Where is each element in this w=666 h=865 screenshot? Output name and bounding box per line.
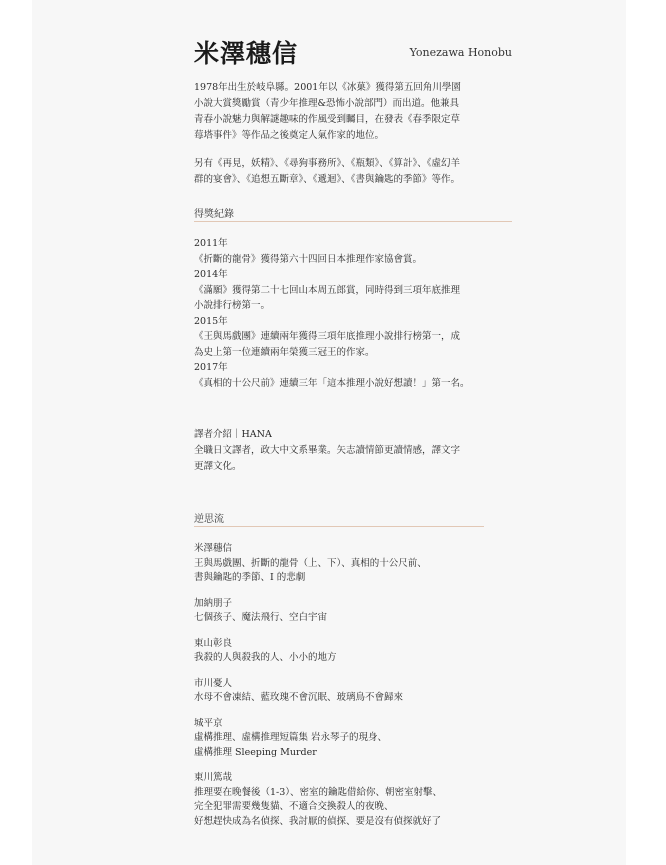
- series-author-books: 書與鑰匙的季節、I 的悲劇: [194, 572, 306, 583]
- author-header: [194, 34, 512, 74]
- series-author-list: [194, 542, 512, 840]
- awards-divider: [194, 221, 512, 222]
- bio-line: 青春小說魅力與解謎趣味的作風受到矚目，在發表《春季限定草: [194, 114, 461, 125]
- award-entry: 《真相的十公尺前》連續三年「這本推理小說好想讀！」第一名。: [194, 377, 470, 389]
- book-flap-page: [32, 0, 626, 865]
- award-year: 2017年: [194, 362, 228, 373]
- translator-intro: [194, 427, 512, 475]
- series-author-block: [194, 542, 512, 586]
- author-bio: [194, 80, 512, 144]
- series-author-name: 東川篤哉: [194, 772, 233, 783]
- award-year: 2014年: [194, 269, 228, 280]
- series-author-name: 米澤穗信: [194, 543, 233, 554]
- award-entry: 《折斷的龍骨》獲得第六十四回日本推理作家協會賞。: [194, 253, 423, 265]
- award-entry: 為史上第一位連續兩年榮獲三冠王的作家。: [194, 346, 375, 358]
- awards-list: [194, 236, 512, 391]
- series-author-books: 完全犯罪需要幾隻貓、不適合交換殺人的夜晚、: [194, 801, 394, 812]
- series-author-block: [194, 771, 512, 829]
- award-year: 2015年: [194, 315, 228, 327]
- award-year: 2011年: [194, 238, 228, 249]
- series-author-books: 七個孩子、魔法飛行、空白宇宙: [194, 612, 328, 623]
- author-name-chinese: 米澤穗信: [194, 39, 299, 68]
- series-author-name: 城平京: [194, 717, 223, 729]
- series-heading: 逆思流: [194, 514, 224, 525]
- series-author-name: 東山彰良: [194, 637, 233, 649]
- series-divider: [194, 526, 484, 527]
- series-author-block: [194, 637, 512, 666]
- bio-line: 莓塔事件》等作品之後奠定人氣作家的地位。: [194, 130, 385, 141]
- series-author-name: 市川憂人: [194, 677, 233, 689]
- series-author-block: [194, 677, 512, 706]
- series-author-block: [194, 597, 512, 626]
- series-author-books: 虛構推理、虛構推理短篇集 岩永琴子的現身、: [194, 732, 388, 743]
- series-author-books: 推理要在晚餐後（1-3）、密室的鑰匙借給你、朝密室射擊、: [194, 786, 443, 798]
- award-entry: 小說排行榜第一。: [194, 300, 271, 311]
- series-author-books: 虛構推理 Sleeping Murder: [194, 746, 317, 758]
- series-author-block: [194, 717, 512, 761]
- works-line: 另有《再見，妖精》、《尋狗事務所》、《瓶類》、《算計》、《虛幻羊: [194, 158, 461, 169]
- series-author-books: 我殺的人與殺我的人、小小的地方: [194, 652, 337, 663]
- translator-line: 全職日文譯者，政大中文系畢業。矢志讀情節更讀情感，譯文字: [194, 445, 461, 456]
- series-author-name: 加納朋子: [194, 597, 233, 609]
- awards-heading: 得獎紀錄: [194, 209, 234, 220]
- author-name-romanized: Yonezawa Honobu: [409, 46, 512, 59]
- bio-line: 1978年出生於岐阜縣。2001年以《冰菓》獲得第五回角川學園: [194, 82, 461, 93]
- series-author-books: 王與馬戲團、折斷的龍骨（上、下）、真相的十公尺前、: [194, 557, 427, 569]
- award-entry: 《王與馬戲團》連續兩年獲得三項年底推理小說排行榜第一，成: [194, 331, 461, 342]
- bio-line: 小說大賞獎勵賞（青少年推理&恐怖小說部門）而出道。他兼具: [194, 98, 459, 109]
- other-works: [194, 156, 512, 188]
- translator-heading: 譯者介紹｜HANA: [194, 429, 272, 440]
- series-author-books: 水母不會凍結、藍玫瑰不會沉眠、玻璃鳥不會歸來: [194, 692, 404, 703]
- series-author-books: 好想趕快成為名偵探、我討厭的偵探、要是沒有偵探就好了: [194, 815, 442, 827]
- award-entry: 《滿願》獲得第二十七回山本周五郎賞，同時得到三項年底推理: [194, 284, 461, 296]
- translator-line: 更譯文化。: [194, 461, 242, 472]
- works-line: 群的宴會》、《追想五斷章》、《遞迴》、《書與鑰匙的季節》等作。: [194, 174, 461, 185]
